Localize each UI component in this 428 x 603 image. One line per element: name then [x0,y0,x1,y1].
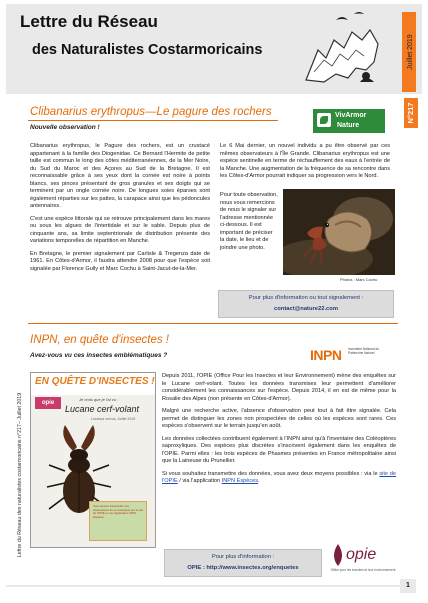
article1-rule [28,120,278,121]
article2-paragraph: Malgré une recherche active, l'absence d'observation peut tout à fait être signalée. Cela permet de distinguer les zones non prospectées de celles où les espèces sont rares. Ces espèces s'observent sur le terrain jusqu'en août. [162,408,396,429]
section-divider [28,323,398,324]
vivarmor-logo: VivArmor Nature [313,109,385,133]
date-strip [400,12,418,92]
article2-subtitle: Avez-vous vu ces insectes emblématiques ? [30,352,168,359]
opie-url[interactable]: OPIE : http://www.insectes.org/enquetes [187,565,299,571]
article2-paragraph: Si vous souhaitez transmettre des données, vous avez deux moyens possibles : via le site de l'OPIE / via l'application INPN Espèces. [162,470,397,484]
opie-logo: opie Office pour les insectes et leur environnement [326,540,396,584]
side-caption: Lettre du Réseau des naturalistes costarmoricains n°217– Juillet 2019 [17,392,23,558]
hermit-crab-photo [283,189,395,275]
article1-column1 [30,143,210,278]
contact-email[interactable]: contact@nature22.com [274,306,338,312]
birds-coastline-logo [296,10,384,90]
article2-paragraph: Les données collectées contribuent également à l'INPN ainsi qu'à l'inventaire des Coléoptères saproxyliques. Des espèces plus discrètes s'inscrivent également dans les enquêtes de l'OPIE. Parmi elles : les trois espèces de Phasmes présentes en France métropolitaine ainsi que la Laineuse du Prunellier. [162,435,396,464]
article2-column [162,373,396,491]
footer-rule [6,585,400,587]
article1-callout-text: Pour toute observation, nous vous remercions de nous le signaler sur l'adresse mentionnée ci-dessous. Il est important de préciser la date, le lieu et de joindre une photo. [220,192,278,251]
poster-species: Lucane cerf-volant [65,404,140,414]
leaf-icon [317,113,331,127]
article1-paragraph: Clibanarius erythropus, le Pagure des rochers, est un crustacé appartenant à la famille des Diogenidae. Ce Bernard l'Hermite de petite taille est commun le long des côtes méditerranéennes, de la Mer Noire, du Sud du Maroc et des Açores au Sud de la Bretagne. Il est reconnaissable grâce à ses yeux dont la cornée est noire à points blancs, ses pinces présentant de gros granules et ses doigts qui se terminent par un ongle cornée noire. De longues soies éparses sont également réparties sur les pattes, la carapace ainsi que les pédoncules antennaires. [30,143,210,209]
opie-site-link[interactable]: site de l'OPIE [162,470,397,484]
inpn-especes-link[interactable]: INPN Espèces [221,478,259,484]
issue-date: Juillet 2019 [407,34,414,70]
article1-paragraph: En Bretagne, le premier signalement par Carlisle & Tregenza date de 1961. En Côtes-d'Armor, il faudra attendre 2008 pour que l'espèce soit signalée par Florence Gully et Marc Cochu à Saint-Jacut-de-la-Mer. [30,250,210,272]
newsletter-subtitle: des Naturalistes Costarmoricains [32,42,263,58]
contact-box: Pour plus d'information ou tout signalement : contact@nature22.com [218,290,394,318]
page-number: 1 [400,579,416,593]
issue-number: N°217 [406,102,415,124]
article1-paragraph: C'est une espèce littorale qui se retrouve principalement dans les mares ou sous les algues de l'intertidale et sur le sable. Depuis plus de cinquante ans, sa limite septentrionale de distribution présente des variations temporelles de répartition en Manche. [30,215,210,244]
opie-insect-icon [328,542,348,568]
article2-title: INPN, en quête d'insectes ! [30,334,169,346]
opie-info-box: Pour plus d'information : OPIE : http://www.insectes.org/enquetes [164,549,322,577]
inpn-logo: INPN Inventaire National du Patrimoine Naturel [310,347,380,363]
lucane-poster: EN QUÊTE D'INSECTES ! opie Je crois que je l'ai vu : Lucane cerf-volant Lucanus cervus, Juillet 2019 Vous pouvez transmettre vos observations de ce coléoptère sur le site de l'OPIE ou via l'application INPN Espèces. [30,372,156,548]
poster-opie-badge: opie [35,397,61,409]
issue-number-badge [404,98,418,128]
article1-subtitle: Nouvelle observation ! [30,124,100,131]
article1-title: Clibanarius erythropus—Le pagure des rochers [30,106,272,118]
header-banner [6,4,422,94]
article2-paragraph: Depuis 2011, l'OPIE (Office Pour les Insectes et leur Environnement) mène des enquêtes sur le Lucane cerf-volant. Toutes les données transmises leur permettent d'améliorer considérablement les connaissances sur l'espèce. Depuis 2014, il en est de même pour la Rosalie des Alpes (non présente en Côtes-d'Armor). [162,373,396,402]
article1-column2 [220,143,390,186]
poster-notice: Vous pouvez transmettre vos observations de ce coléoptère sur le site de l'OPIE ou via l'application INPN Espèces. [89,501,147,541]
photo-credit: Photos : Marc Cochu [340,277,378,282]
poster-banner: EN QUÊTE D'INSECTES ! [35,376,155,387]
newsletter-title: Lettre du Réseau [20,12,158,31]
article1-paragraph: Le 6 Mai dernier, un nouvel individu a pu être observé par ces mêmes observateurs à l'Île Grande. Clibanarius erythropus est une espèce sentinelle en terme de réchauffement des eaux à l'entrée de la Manche. Une augmentation de la fréquence de sa rencontre dans les Côtes-d'Armor pourrait indiquer sa progression vers le Nord. [220,143,390,179]
